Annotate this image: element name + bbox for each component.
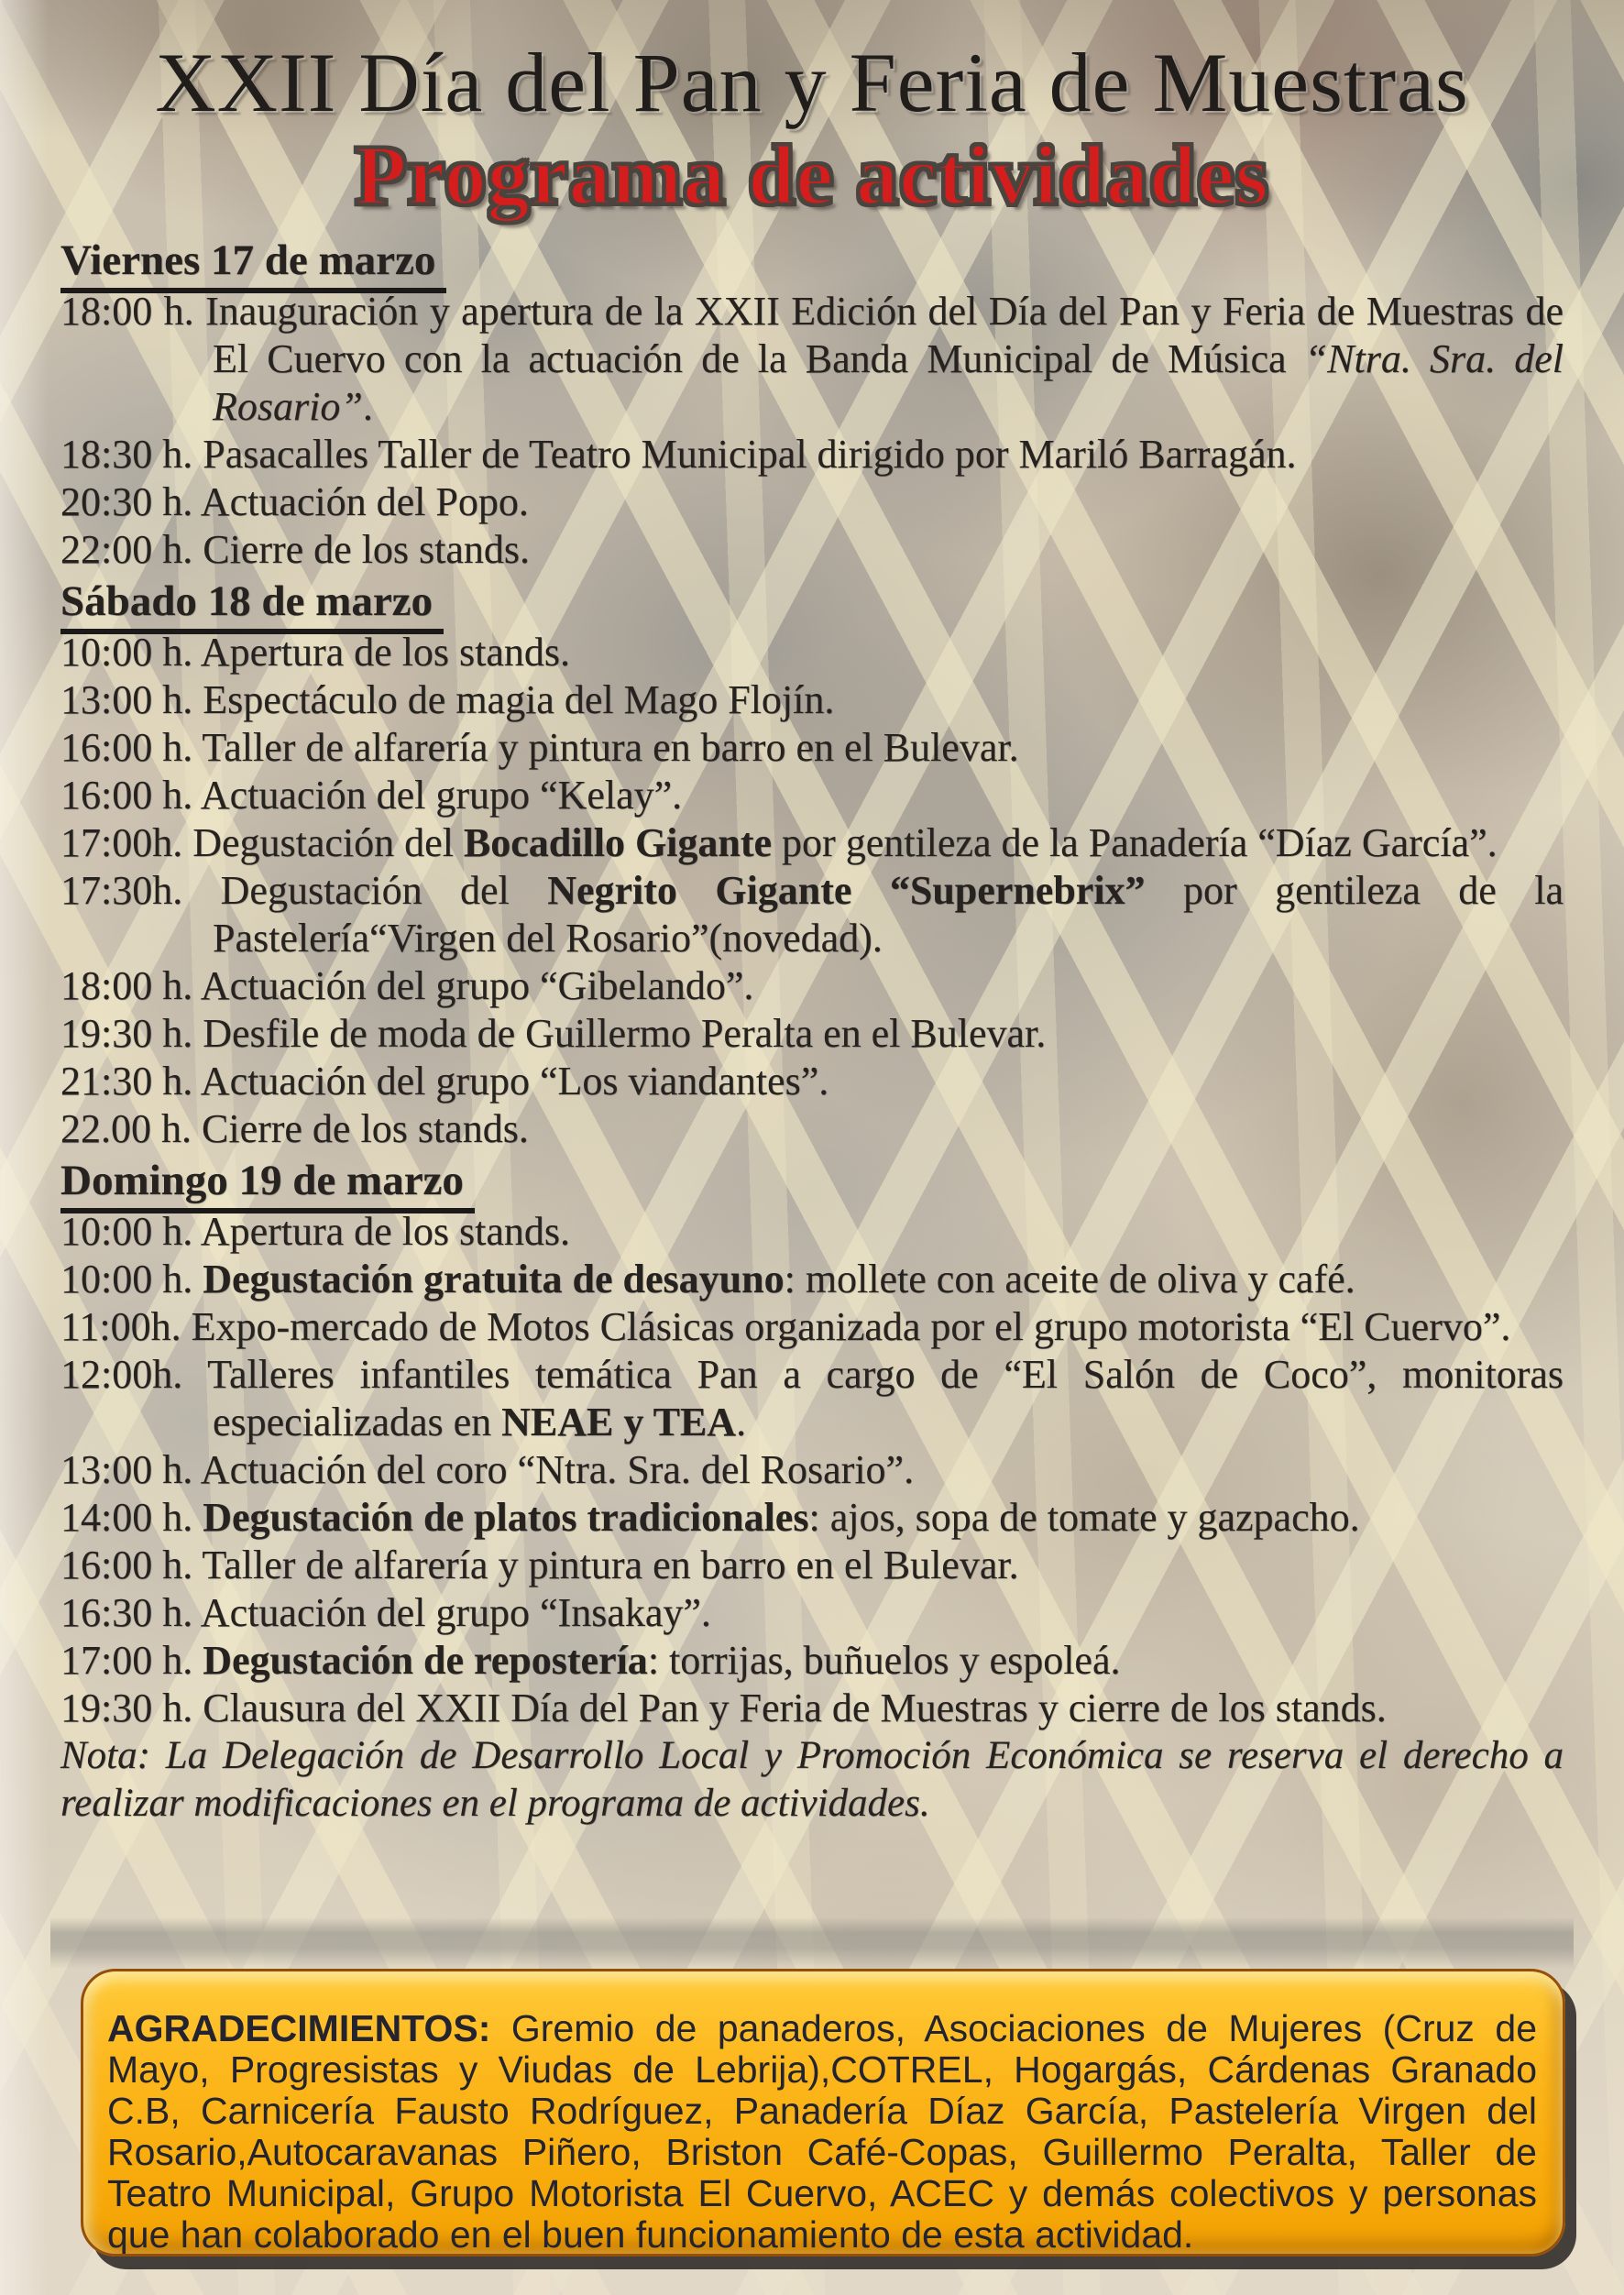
schedule-entry [60, 1446, 1564, 1494]
schedule-entry [60, 1303, 1564, 1351]
entry-segment: 22:00 h. Cierre de los stands. [60, 527, 531, 572]
day-heading-label: Viernes 17 de marzo [60, 236, 446, 293]
entry-segment: por gentileza de la Panadería “Díaz García”. [772, 820, 1498, 865]
entry-segment: 12:00h. Talleres infantiles temática Pan a cargo de “El Salón de Coco”, monitoras especializadas en [60, 1352, 1564, 1444]
schedule-entry [60, 724, 1564, 772]
entry-segment: Bocadillo Gigante [463, 820, 773, 865]
day-heading [60, 233, 1564, 288]
day-heading-label: Domingo 19 de marzo [60, 1157, 475, 1213]
entry-segment: 10:00 h. [60, 1257, 203, 1301]
day-heading-label: Sábado 18 de marzo [60, 577, 444, 634]
schedule-entry [60, 1494, 1564, 1542]
day-heading [60, 1153, 1564, 1208]
entry-segment: 18:00 h. Actuación del grupo “Gibelando”. [60, 963, 754, 1008]
schedule-entry [60, 478, 1564, 526]
entry-segment: 14:00 h. [60, 1495, 203, 1540]
entry-segment: 10:00 h. Apertura de los stands. [60, 1209, 571, 1254]
entry-segment: : ajos, sopa de tomate y gazpacho. [808, 1495, 1360, 1540]
acknowledgements-body: Gremio de panaderos, Asociaciones de Mujeres (Cruz de Mayo, Progresistas y Viudas de Lebrija),COTREL, Hogargás, Cárdenas Granado C.B, Carnicería Fausto Rodríguez, Panadería Díaz García, Pastelería Virgen del Rosario,Autocaravanas Piñero, Briston Café-Copas, Guillermo Peralta, Taller de Teatro Municipal, Grupo Motorista El Cuervo, ACEC y demás colectivos y personas que han colaborado en el buen funcionamiento de esta actividad. [107, 2007, 1537, 2256]
entry-segment: 11:00h. Expo-mercado de Motos Clásicas organizada por el grupo motorista “El Cuervo”. [60, 1304, 1511, 1349]
entry-segment: 13:00 h. Espectáculo de magia del Mago Flojín. [60, 677, 835, 722]
subtitle: Programa de actividades [355, 128, 1269, 222]
schedule-entry [60, 676, 1564, 724]
entry-segment: 17:00 h. [60, 1638, 203, 1683]
schedule-entry [60, 526, 1564, 574]
schedule-entry [60, 1542, 1564, 1589]
entry-segment: 13:00 h. Actuación del coro “Ntra. Sra. del Rosario”. [60, 1447, 915, 1492]
entry-segment: : mollete con aceite de oliva y café. [784, 1257, 1355, 1301]
schedule-entry [60, 288, 1564, 431]
schedule-entry [60, 1208, 1564, 1256]
schedule-entry [60, 1105, 1564, 1153]
acknowledgements-box [81, 1969, 1565, 2257]
entry-segment: 22.00 h. Cierre de los stands. [60, 1106, 529, 1151]
entry-segment: 18:30 h. Pasacalles Taller de Teatro Municipal dirigido por Mariló Barragán. [60, 432, 1297, 477]
schedule-entry [60, 1351, 1564, 1446]
entry-segment: : torrijas, buñuelos y espoleá. [647, 1638, 1121, 1683]
schedule-entry [60, 1010, 1564, 1058]
entry-segment: 17:30h. Degustación del [60, 868, 548, 913]
schedule-entry [60, 1637, 1564, 1685]
entry-segment: 17:00h. Degustación del [60, 820, 464, 865]
entry-segment: Negrito Gigante “Supernebrix” [547, 868, 1146, 913]
main-title: XXII Día del Pan y Feria de Muestras [155, 36, 1469, 129]
entry-segment: . [362, 384, 373, 429]
entry-segment: 19:30 h. Desfile de moda de Guillermo Peralta en el Bulevar. [60, 1011, 1047, 1056]
schedule [60, 233, 1564, 1732]
schedule-entry [60, 819, 1564, 867]
entry-segment: . [736, 1400, 747, 1444]
schedule-entry [60, 772, 1564, 819]
entry-segment: “Ntra. Sra. del Rosario” [213, 336, 1564, 429]
entry-segment: 16:00 h. Actuación del grupo “Kelay”. [60, 773, 683, 818]
entry-segment: 21:30 h. Actuación del grupo “Los viandantes”. [60, 1059, 829, 1104]
schedule-entry [60, 1685, 1564, 1732]
entry-segment: 20:30 h. Actuación del Popo. [60, 479, 529, 524]
entry-segment: 10:00 h. Apertura de los stands. [60, 630, 571, 675]
entry-segment: Degustación de platos tradicionales [203, 1495, 809, 1540]
schedule-entry [60, 1256, 1564, 1303]
entry-segment: 18:00 h. Inauguración y apertura de la XXII Edición del Día del Pan y Feria de Muestras de El Cuervo con la actuación de la Banda Municipal de Música [60, 289, 1564, 381]
schedule-entry [60, 962, 1564, 1010]
entry-segment: Degustación gratuita de desayuno [203, 1257, 785, 1301]
acknowledgements-text [83, 1971, 1563, 2256]
day-heading [60, 574, 1564, 629]
schedule-entry [60, 1589, 1564, 1637]
schedule-entry [60, 431, 1564, 478]
acknowledgements-label: AGRADECIMIENTOS: [107, 2007, 491, 2049]
gray-divider-band [50, 1917, 1574, 1969]
entry-segment: por gentileza de la Pastelería“Virgen del Rosario”(novedad). [213, 868, 1564, 961]
schedule-entry [60, 1058, 1564, 1105]
entry-segment: Degustación de repostería [203, 1638, 648, 1683]
entry-segment: NEAE y TEA [501, 1400, 737, 1444]
schedule-entry [60, 867, 1564, 962]
entry-segment: 16:00 h. Taller de alfarería y pintura en barro en el Bulevar. [60, 1543, 1019, 1587]
entry-segment: 16:30 h. Actuación del grupo “Insakay”. [60, 1590, 711, 1635]
entry-segment: 19:30 h. Clausura del XXII Día del Pan y Feria de Muestras y cierre de los stands. [60, 1686, 1387, 1730]
schedule-entry [60, 629, 1564, 676]
entry-segment: 16:00 h. Taller de alfarería y pintura en barro en el Bulevar. [60, 725, 1019, 770]
note-text: Nota: La Delegación de Desarrollo Local y Promoción Económica se reserva el derecho a realizar modificaciones en el programa de actividades. [60, 1734, 1564, 1825]
